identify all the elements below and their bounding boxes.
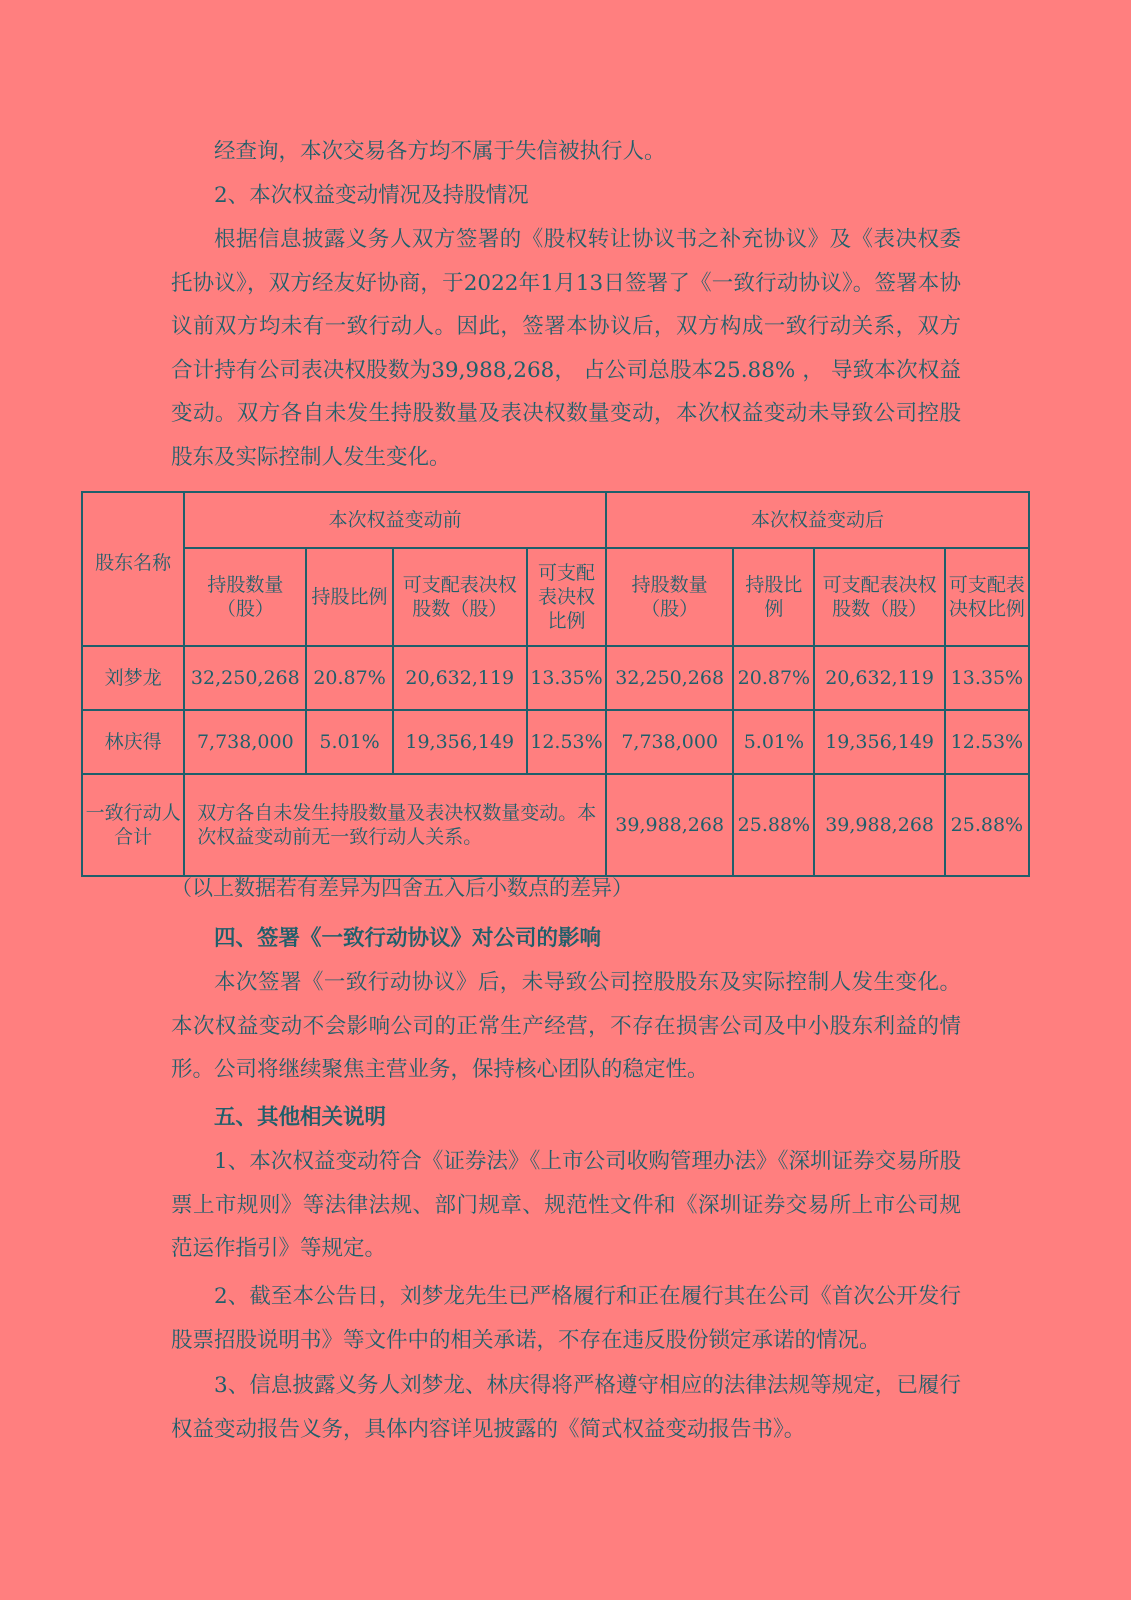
- header-shares: 持股数量（股）: [606, 548, 733, 646]
- table-cell: 32,250,268: [606, 646, 733, 710]
- header-shares: 持股数量（股）: [184, 548, 306, 646]
- header-vote-ratio: 可支配表决权比例: [527, 548, 606, 646]
- table-row: [82, 710, 1029, 774]
- section-5-item-1: 1、本次权益变动符合《证券法》《上市公司收购管理办法》《深圳证券交易所股票上市规则》等法律法规、部门规章、规范性文件和《深圳证券交易所上市公司规范运作指引》等规定。: [171, 1149, 961, 1261]
- table-cell: 39,988,268: [814, 774, 944, 876]
- section-4-heading: 四、签署《一致行动协议》对公司的影响: [214, 926, 602, 951]
- table-cell: 13.35%: [945, 646, 1029, 710]
- table-cell: 25.88%: [945, 774, 1029, 876]
- table-cell: 25.88%: [733, 774, 814, 876]
- table-row-total: [82, 774, 1029, 876]
- table-cell: 20.87%: [733, 646, 814, 710]
- table-cell: 12.53%: [527, 710, 606, 774]
- table-footnote: （以上数据若有差异为四舍五入后小数点的差异）: [171, 876, 633, 900]
- table-cell: 20,632,119: [814, 646, 944, 710]
- table-cell: 5.01%: [733, 710, 814, 774]
- section-4-text: 本次签署《一致行动协议》后，未导致公司控股股东及实际控制人发生变化。本次权益变动不会影响公司的正常生产经营，不存在损害公司及中小股东利益的情形。公司将继续聚焦主营业务，保持核心团队的稳定性。: [171, 970, 961, 1082]
- shareholder-name: 刘梦龙: [82, 646, 184, 710]
- total-label: 一致行动人合计: [82, 774, 184, 876]
- shareholder-name: 林庆得: [82, 710, 184, 774]
- table-cell: 12.53%: [945, 710, 1029, 774]
- header-after-change: 本次权益变动后: [606, 492, 1029, 548]
- table-row: [82, 646, 1029, 710]
- header-votes: 可支配表决权股数（股）: [814, 548, 944, 646]
- subheading-equity-change: 2、本次权益变动情况及持股情况: [214, 183, 529, 208]
- table-cell: 7,738,000: [606, 710, 733, 774]
- table-cell: 20.87%: [306, 646, 392, 710]
- table-cell: 39,988,268: [606, 774, 733, 876]
- table-cell: 20,632,119: [393, 646, 527, 710]
- header-vote-ratio: 可支配表决权比例: [945, 548, 1029, 646]
- table-cell: 5.01%: [306, 710, 392, 774]
- table-cell: 13.35%: [527, 646, 606, 710]
- table-cell: 19,356,149: [393, 710, 527, 774]
- paragraph-concert-agreement: 根据信息披露义务人双方签署的《股权转让协议书之补充协议》及《表决权委托协议》，双方经友好协商，于2022年1月13日签署了《一致行动协议》。签署本协议前双方均未有一致行动人。因此，签署本协议后，双方构成一致行动关系，双方合计持有公司表决权股数为39,988,268， 占公司总股本25.88% ， 导致本次权益变动。双方各自未发生持股数量及表决权数量变动，本次权益变动未导致公司控股股东及实际控制人发生变化。: [171, 227, 961, 470]
- header-ratio: 持股比例: [306, 548, 392, 646]
- header-ratio: 持股比例: [733, 548, 814, 646]
- table-cell: 19,356,149: [814, 710, 944, 774]
- shareholding-table: [81, 491, 1030, 877]
- header-votes: 可支配表决权股数（股）: [393, 548, 527, 646]
- table-cell: 7,738,000: [184, 710, 306, 774]
- section-5-heading: 五、其他相关说明: [214, 1105, 387, 1130]
- table-cell: 32,250,268: [184, 646, 306, 710]
- paragraph-dishonest-check: 经查询，本次交易各方均不属于失信被执行人。: [214, 139, 666, 164]
- header-shareholder-name: 股东名称: [82, 492, 184, 646]
- total-before-note: 双方各自未发生持股数量及表决权数量变动。本次权益变动前无一致行动人关系。: [184, 774, 606, 876]
- section-5-item-2: 2、截至本公告日，刘梦龙先生已严格履行和正在履行其在公司《首次公开发行股票招股说明书》等文件中的相关承诺，不存在违反股份锁定承诺的情况。: [171, 1284, 961, 1353]
- header-before-change: 本次权益变动前: [184, 492, 606, 548]
- section-5-item-3: 3、信息披露义务人刘梦龙、林庆得将严格遵守相应的法律法规等规定，已履行权益变动报告义务，具体内容详见披露的《简式权益变动报告书》。: [171, 1373, 961, 1442]
